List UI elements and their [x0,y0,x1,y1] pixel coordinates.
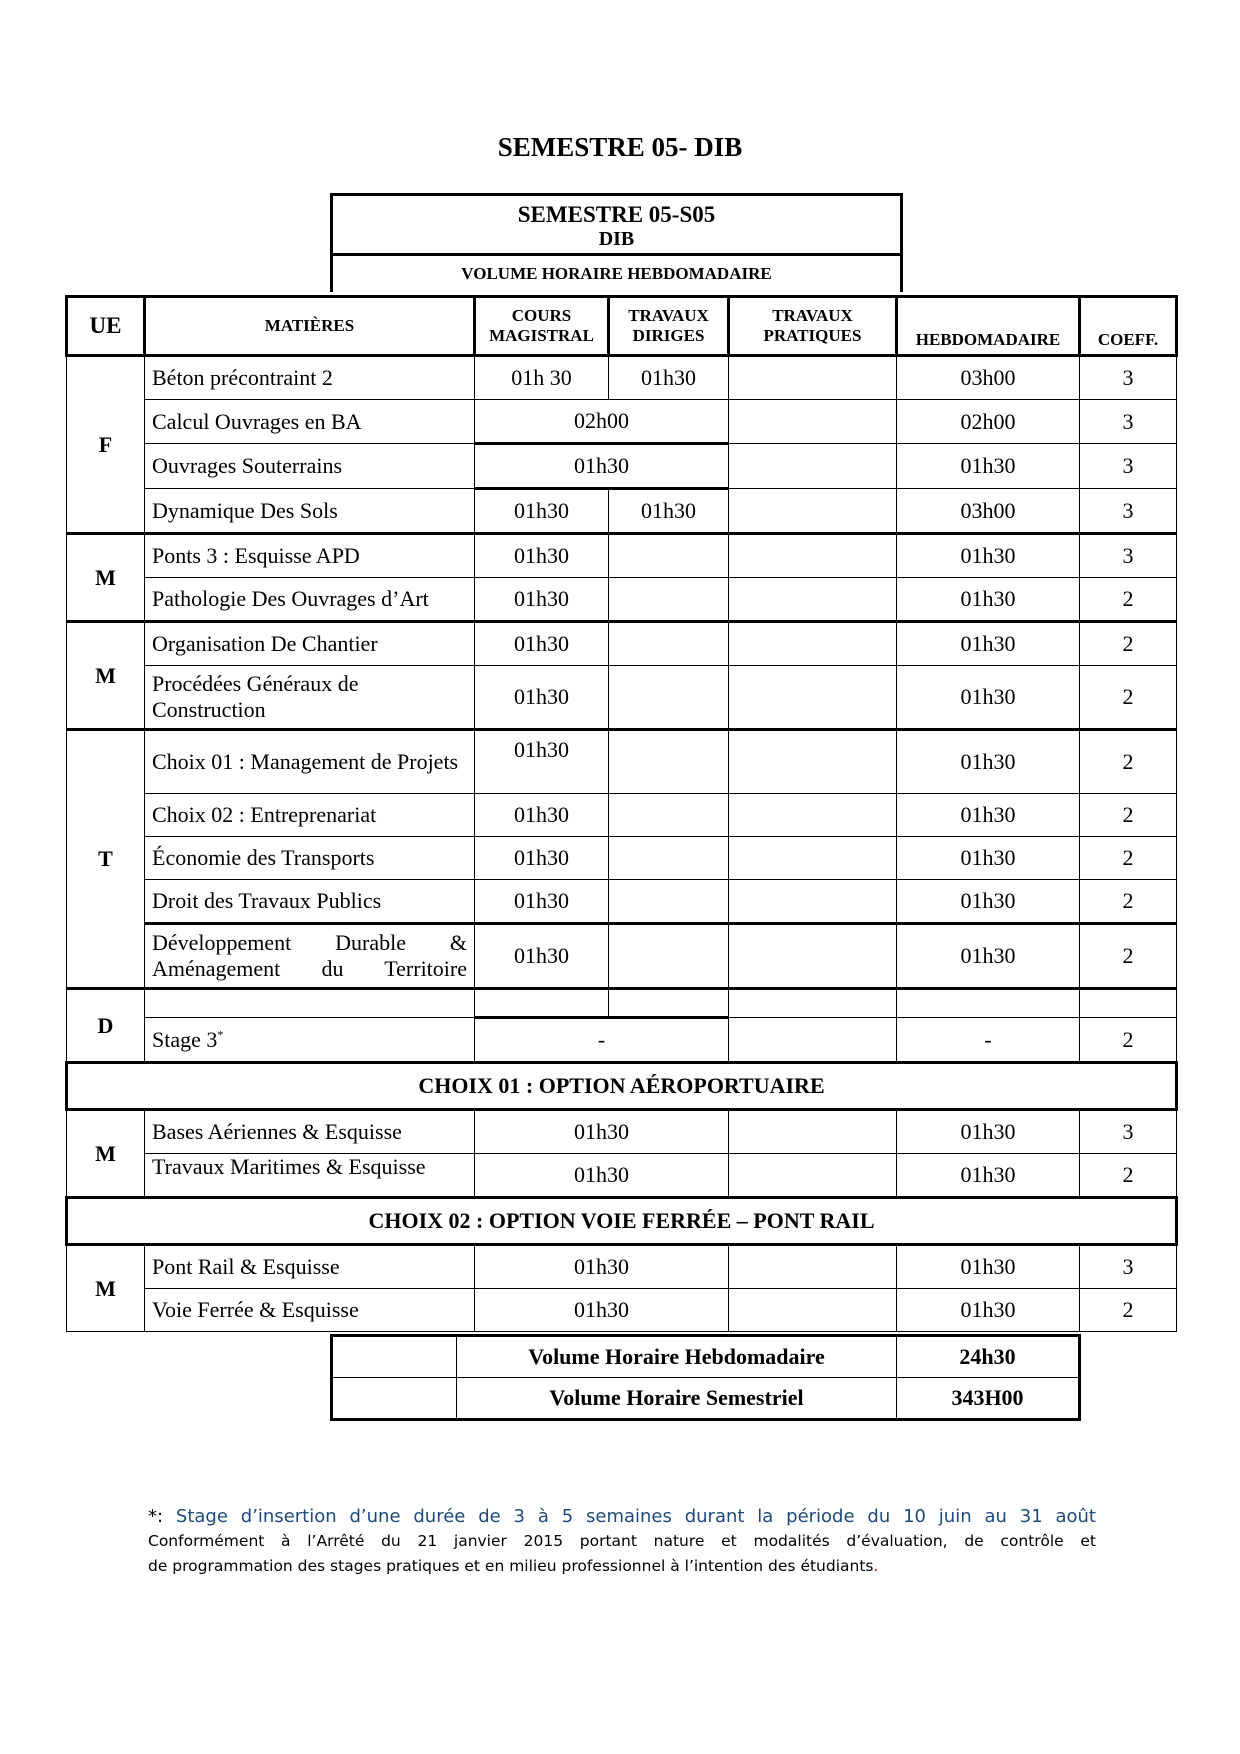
coeff-cell [1080,989,1177,1018]
td-cell [609,534,729,578]
matiere-cell: Pont Rail & Esquisse [145,1245,475,1289]
table-row [67,1289,1177,1332]
total-hebdo-value: 24h30 [897,1336,1080,1378]
cm-cell: 01h30 [475,444,729,489]
page-title: SEMESTRE 05- DIB [497,132,743,162]
footnote-line-3-text: de programmation des stages pratiques et en milieu professionnel à l’intention des étudiants [148,1557,874,1575]
footnote-line-2: Conformément à l’Arrêté du 21 janvier 2015 portant nature et modalités d’évaluation, de contrôle et [148,1532,1096,1550]
cm-cell: 01h30 [475,578,609,622]
table-row [67,837,1177,880]
tp-cell [729,880,897,924]
coeff-cell: 2 [1080,794,1177,837]
tp-cell [729,730,897,794]
ue-label: M [67,1110,145,1198]
td-cell [609,837,729,880]
coeff-cell: 3 [1080,1245,1177,1289]
cm-cell: 01h30 [475,880,609,924]
matiere-cell: Béton précontraint 2 [145,356,475,400]
header-ue: UE [67,297,145,356]
table-row [67,666,1177,730]
ue-label: M [67,534,145,622]
cm-cell: 01h30 [475,794,609,837]
ue-label: M [67,622,145,730]
matiere-cell: Développement Durable & Aménagement du Territoire [145,924,475,989]
coeff-cell: 2 [1080,666,1177,730]
coeff-cell: 3 [1080,356,1177,400]
cm-cell: 01h30 [475,666,609,730]
volume-horaire-label: VOLUME HORAIRE HEBDOMADAIRE [461,264,772,283]
matiere-cell: Calcul Ouvrages en BA [145,400,475,444]
hebdo-cell: 01h30 [897,794,1080,837]
td-cell [609,794,729,837]
cm-cell: 01h30 [475,1245,729,1289]
hebdo-cell: 03h00 [897,356,1080,400]
table-row [67,1245,1177,1289]
cm-cell: 01h30 [475,489,609,534]
hebdo-cell: 01h30 [897,880,1080,924]
choix-01-heading: CHOIX 01 : OPTION AÉROPORTUAIRE [67,1063,1177,1110]
course-table [65,295,1178,1332]
matiere-cell [145,1018,475,1063]
choix-02-heading: CHOIX 02 : OPTION VOIE FERRÉE – PONT RAIL [67,1198,1177,1245]
hebdo-cell: 01h30 [897,1154,1080,1198]
matiere-cell: Pathologie Des Ouvrages d’Art [145,578,475,622]
tp-cell [729,837,897,880]
cm-cell: 01h30 [475,924,609,989]
cm-cell: 01h30 [475,534,609,578]
matiere-cell: Dynamique Des Sols [145,489,475,534]
table-row [67,534,1177,578]
header-hebdo: HEBDOMADAIRE [897,297,1080,356]
hebdo-cell: 02h00 [897,400,1080,444]
total-sem-label: Volume Horaire Semestriel [457,1378,897,1420]
td-cell [609,622,729,666]
header-coeff: COEFF. [1080,297,1177,356]
coeff-cell: 2 [1080,1154,1177,1198]
tp-cell [729,400,897,444]
hebdo-cell: 01h30 [897,1245,1080,1289]
semester-code: SEMESTRE 05-S05 [517,202,716,227]
coeff-cell: 2 [1080,924,1177,989]
tp-cell [729,578,897,622]
total-hebdo-label: Volume Horaire Hebdomadaire [457,1336,897,1378]
td-cell: 01h30 [609,489,729,534]
tp-cell [729,924,897,989]
coeff-cell: 3 [1080,444,1177,489]
cm-cell: 01h30 [475,1289,729,1332]
matiere-cell: Ponts 3 : Esquisse APD [145,534,475,578]
semester-header [333,196,900,256]
tp-cell [729,489,897,534]
tp-cell [729,989,897,1018]
tp-cell [729,356,897,400]
coeff-cell: 2 [1080,622,1177,666]
hebdo-cell: - [897,1018,1080,1063]
tp-cell [729,666,897,730]
matiere-cell: Droit des Travaux Publics [145,880,475,924]
hebdo-cell: 01h30 [897,1289,1080,1332]
table-row [67,1018,1177,1063]
stage-label: Stage 3 [152,1026,218,1052]
tp-cell [729,1289,897,1332]
cm-cell: 01h 30 [475,356,609,400]
matiere-cell: Travaux Maritimes & Esquisse [145,1154,475,1198]
table-row [67,1110,1177,1154]
tp-cell [729,1154,897,1198]
matiere-cell: Ouvrages Souterrains [145,444,475,489]
footnote-stage-text: Stage d’insertion d’une durée de 3 à 5 semaines durant la période du 10 juin au 31 août [175,1506,1096,1527]
hebdo-cell [897,989,1080,1018]
table-row [67,794,1177,837]
cm-cell: 01h30 [475,837,609,880]
footnote-line-3 [148,1554,1096,1579]
cm-cell: 01h30 [475,1154,729,1198]
coeff-cell: 3 [1080,534,1177,578]
header-matieres: MATIÈRES [145,297,475,356]
choice-row [67,1198,1177,1245]
coeff-cell: 2 [1080,837,1177,880]
header-tp: TRAVAUX PRATIQUES [729,297,897,356]
cm-cell: 01h30 [475,730,609,794]
tp-cell [729,622,897,666]
coeff-cell: 3 [1080,400,1177,444]
coeff-cell: 2 [1080,880,1177,924]
cm-cell: 01h30 [475,622,609,666]
ue-label: M [67,1245,145,1332]
hebdo-cell: 01h30 [897,666,1080,730]
hebdo-cell: 01h30 [897,1110,1080,1154]
hebdo-cell: 01h30 [897,622,1080,666]
table-row [67,489,1177,534]
matiere-cell: Choix 02 : Entreprenariat [145,794,475,837]
tp-cell [729,794,897,837]
table-row [67,622,1177,666]
ue-label: D [67,989,145,1063]
total-empty-cell [332,1336,457,1378]
coeff-cell: 2 [1080,730,1177,794]
table-row [67,578,1177,622]
semester-program: DIB [598,228,635,250]
matiere-cell: Voie Ferrée & Esquisse [145,1289,475,1332]
tp-cell [729,534,897,578]
table-row [67,989,1177,1018]
matiere-cell: Organisation De Chantier [145,622,475,666]
td-cell [609,924,729,989]
header-cours: COURS MAGISTRAL [475,297,609,356]
stage-footnote-mark: * [217,1027,224,1042]
total-row-hebdo [332,1336,1080,1378]
tp-cell [729,1245,897,1289]
footnote-line-1 [148,1504,1096,1529]
table-row [67,356,1177,400]
ue-label: T [67,730,145,989]
cm-cell [475,989,609,1018]
table-row [67,400,1177,444]
hebdo-cell: 01h30 [897,534,1080,578]
table-row [67,924,1177,989]
table-row [67,444,1177,489]
td-cell: 01h30 [609,356,729,400]
footnote-end-dot: . [873,1557,879,1575]
choice-row [67,1063,1177,1110]
hebdo-cell: 03h00 [897,489,1080,534]
coeff-cell: 3 [1080,1110,1177,1154]
hebdo-cell: 01h30 [897,837,1080,880]
td-cell [609,989,729,1018]
coeff-cell: 2 [1080,1289,1177,1332]
footnote-star: *: [148,1506,164,1527]
tp-cell [729,444,897,489]
td-cell [609,578,729,622]
hebdo-cell: 01h30 [897,444,1080,489]
td-cell [609,666,729,730]
totals-table [330,1334,1081,1421]
matiere-cell [145,989,475,1018]
total-empty-cell [332,1378,457,1420]
matiere-cell: Choix 01 : Management de Projets [145,730,475,794]
table-header-row [67,297,1177,356]
hebdo-cell: 01h30 [897,730,1080,794]
td-cell [609,880,729,924]
semester-header-box [330,193,903,292]
matiere-cell: Bases Aériennes & Esquisse [145,1110,475,1154]
matiere-cell: Économie des Transports [145,837,475,880]
total-row-semestriel [332,1378,1080,1420]
tp-cell [729,1018,897,1063]
coeff-cell: 2 [1080,578,1177,622]
header-td: TRAVAUX DIRIGES [609,297,729,356]
coeff-cell: 2 [1080,1018,1177,1063]
hebdo-cell: 01h30 [897,924,1080,989]
footnote [148,1504,1096,1579]
table-row [67,1154,1177,1198]
cm-cell: 01h30 [475,1110,729,1154]
td-cell [609,730,729,794]
cm-cell: - [475,1018,729,1063]
total-sem-value: 343H00 [897,1378,1080,1420]
coeff-cell: 3 [1080,489,1177,534]
tp-cell [729,1110,897,1154]
ue-label: F [67,356,145,534]
table-row [67,730,1177,794]
hebdo-cell: 01h30 [897,578,1080,622]
cm-cell: 02h00 [475,400,729,444]
table-row [67,880,1177,924]
matiere-cell: Procédées Généraux de Construction [145,666,475,730]
